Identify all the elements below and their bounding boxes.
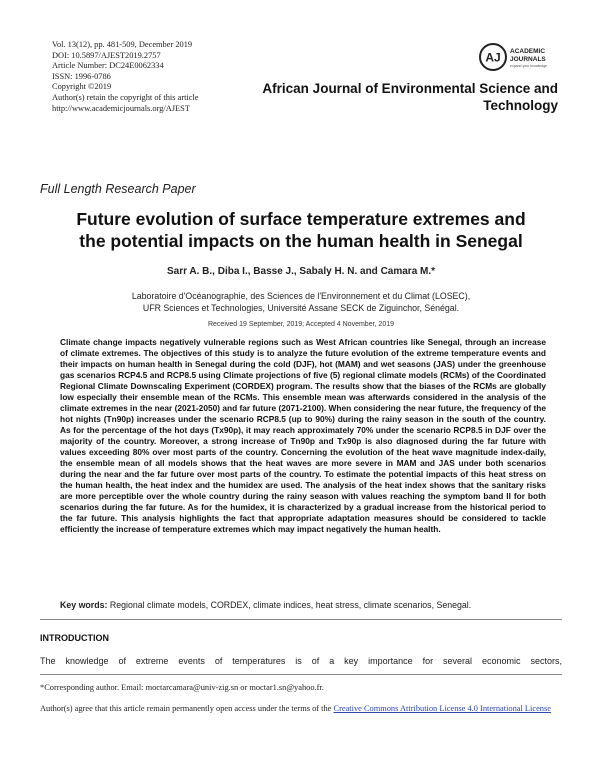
abstract: Climate change impacts negatively vulnerable regions such as West African countries like Senegal, through an increase of climate extremes. The objectives of this study is to analyze the future evolution of the extreme temperature events and their impacts on human health in Senegal during the cold (DJF), hot (MAM) and wet seasons (JAS) under the greenhouse gas scenarios RCP4.5 and RCP8.5 using Climate projections of five (5) regional climate models (RCMs) of the Coordinated Regional Climate Downscaling Experiment (CORDEX) program. The results show that the biases of the RCMs are globally low especially their ensemble mean of the RCMs. This ensemble mean was afterwards considered in the analysis of the climate extremes in the near (2021-2050) and far future (2071-2100). When considering the near future, the frequency of the hot nights (Tn90p) increases under the scenario RCP8.5 (up to 90%) during the rainy season in the south of the country. As for the percentage of the hot days (Tx90p), it may reach approximately 70% under the scenario RCP8.5 in DJF over the majority of the country. Moreover, a strong increase of Tn90p and Tx90p is also diagnosed during the far future with values exceeding 80% over most parts of the country. Concerning the evolution of the heat wave magnitude index-daily, the ensemble mean of all models shows that the heat waves are more severe in MAM and JAS under both scenarios during the near and the far future over most parts of the country. To estimate the potential impacts of this heat stress on the human health, the heat index and the humidex are used. The analysis of the heat index shows that the sanitary risks are more perceptible over the whole country during the rainy season with values reaching the symptom band II for both scenarios during the far future. As for the humidex, it is characterized by a gradual increase from the historical period to the far future. This analysis highlights the fact that appropriate adaptation measures should be considered to tackle efficiently the increase of temperature extremes which may impact negatively the human health. <box>60 337 546 534</box>
logo-line2: JOURNALS <box>510 55 546 63</box>
affiliation-line2: UFR Sciences et Technologies, Université Assane SECK de Ziguinchor, Sénégal. <box>142 302 460 313</box>
journal-title <box>248 80 558 114</box>
meta-article-number: Article Number: DC24E0062334 <box>52 61 164 71</box>
aj-logo-icon <box>478 42 508 72</box>
article-metadata <box>52 40 252 114</box>
paper-title-line1: Future evolution of surface temperature extremes and <box>76 209 526 229</box>
license-text: Author(s) agree that this article remain permanently open access under the terms of the <box>40 704 332 713</box>
affiliation-line1: Laboratoire d'Océanographie, des Sciences de l'Environnement et du Climat (LOSEC), <box>131 291 471 301</box>
academic-journals-logo <box>478 42 568 76</box>
introduction-heading: INTRODUCTION <box>40 633 109 643</box>
meta-volume: Vol. 13(12), pp. 481-509, December 2019 <box>52 40 193 49</box>
license-note <box>40 703 562 714</box>
received-dates: Received 19 September, 2019; Accepted 4 November, 2019 <box>207 321 394 328</box>
keywords-list: Regional climate models, CORDEX, climate indices, heat stress, climate scenarios, Senegal. <box>109 600 472 610</box>
affiliation <box>40 291 562 314</box>
corresponding-author-note: *Corresponding author. Email: moctarcamara@univ-zig.sn or moctar1.sn@yahoo.fr. <box>40 683 324 692</box>
meta-doi[interactable]: DOI: 10.5897/AJEST2019.2757 <box>52 50 161 60</box>
paper-title-line2: the potential impacts on the human health in Senegal <box>79 231 523 251</box>
keywords-divider <box>40 619 562 620</box>
meta-issn: ISSN: 1996-0786 <box>52 71 111 81</box>
meta-url[interactable]: http://www.academicjournals.org/AJEST <box>52 103 190 113</box>
paper-title <box>40 208 562 252</box>
paper-type: Full Length Research Paper <box>40 182 196 196</box>
meta-copyright: Copyright ©2019 <box>52 82 112 92</box>
meta-rights: Author(s) retain the copyright of this article <box>52 92 199 102</box>
journal-title-line2: Technology <box>483 98 558 113</box>
license-link[interactable]: Creative Commons Attribution License 4.0 International License <box>333 704 551 713</box>
logo-wordmark <box>510 48 546 63</box>
keywords-label: Key words: <box>60 600 108 610</box>
keywords <box>60 600 560 610</box>
logo-tagline: expand your knowledge <box>510 64 547 68</box>
journal-title-line1: African Journal of Environmental Science and <box>262 81 558 96</box>
logo-line1: ACADEMIC <box>510 48 546 55</box>
logo-monogram: AJ <box>485 50 501 65</box>
author-list: Sarr A. B., Diba I., Basse J., Sabaly H. N. and Camara M.* <box>166 266 436 277</box>
footnote-divider <box>40 674 562 675</box>
introduction-first-line: The knowledge of extreme events of temperatures is of a key importance for several economic sectors, <box>40 656 562 666</box>
